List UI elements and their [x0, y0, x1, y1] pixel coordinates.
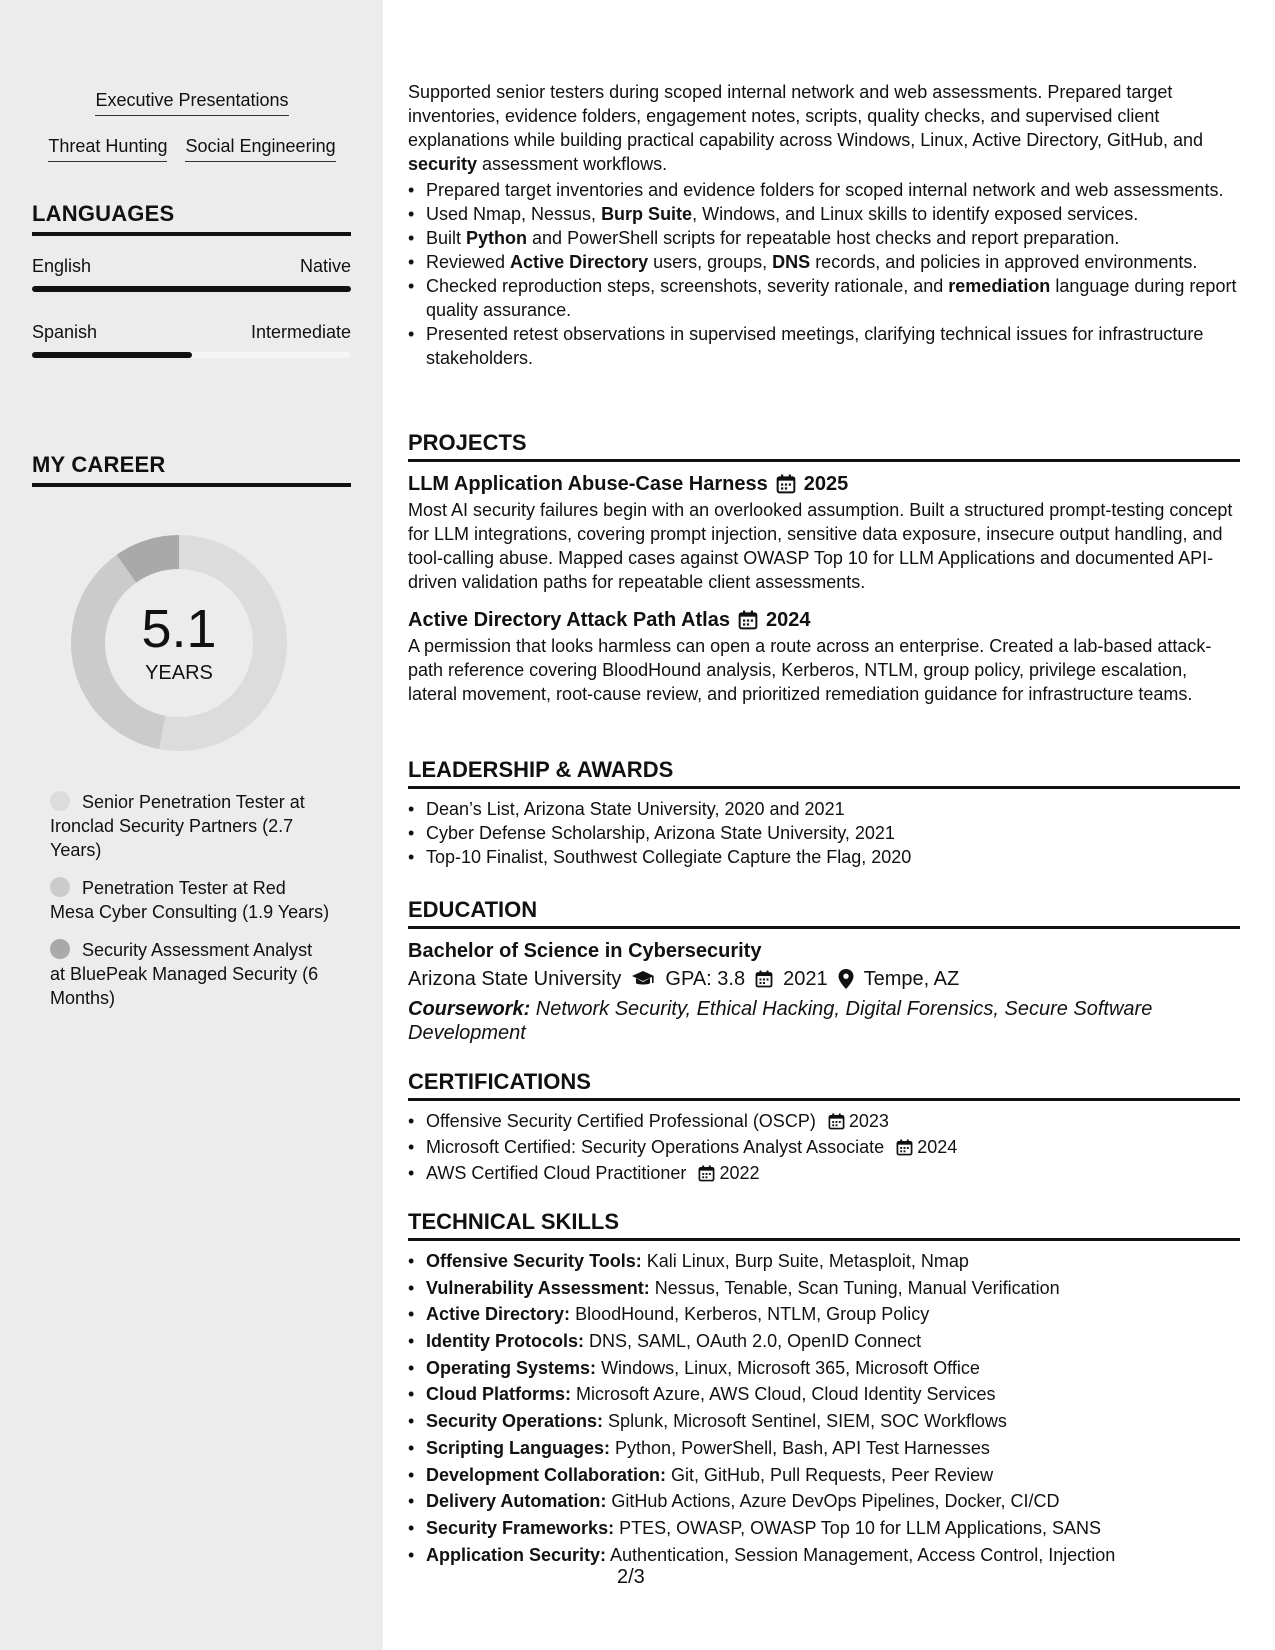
school-location: Tempe, AZ — [863, 968, 960, 990]
skill-values: Splunk, Microsoft Sentinel, SIEM, SOC Workflows — [603, 1411, 1007, 1432]
experience-bullet — [408, 250, 1240, 274]
skill-category: Active Directory: — [426, 1304, 571, 1325]
skill-values: Microsoft Azure, AWS Cloud, Cloud Identity Services — [571, 1384, 996, 1405]
skill-values: Python, PowerShell, Bash, API Test Harnesses — [610, 1437, 990, 1458]
skill-category: Scripting Languages: — [426, 1437, 611, 1458]
bullet-text: Presented retest observations in supervised meetings, clarifying technical issues for infrastructure stakeholders. — [426, 324, 1204, 368]
gpa: GPA: 3.8 — [665, 968, 746, 990]
certification-year: 2023 — [848, 1111, 889, 1131]
award-item: • Top-10 Finalist, Southwest Collegiate Capture the Flag, 2020 — [408, 845, 1240, 869]
bullet-text: Reviewed — [426, 252, 511, 272]
school-name: Arizona State University — [408, 968, 622, 990]
skill-category: Security Frameworks: — [426, 1517, 615, 1538]
bullet-text: , Windows, and Linux skills to identify exposed services. — [692, 204, 1139, 224]
skill-tags — [32, 88, 352, 180]
language-bar-fill — [32, 352, 192, 358]
calendar-icon — [896, 1139, 913, 1156]
career-role: Security Assessment Analyst at BluePeak Managed Security (6 Months) — [50, 940, 319, 1008]
project-title-row — [408, 606, 1240, 634]
certifications-list — [408, 1109, 1240, 1185]
career-role: Senior Penetration Tester at Ironclad Security Partners (2.7 Years) — [50, 792, 305, 860]
legend-dot — [50, 939, 70, 959]
career-total-value: 5.1 — [141, 599, 217, 659]
skill-item — [408, 1463, 1240, 1487]
skill-tag: Executive Presentations — [95, 88, 288, 116]
bullet-keyword: remediation — [948, 276, 1051, 296]
certification-name: Microsoft Certified: Security Operations Analyst Associate — [426, 1137, 885, 1157]
bullet-keyword: Active Directory — [510, 252, 649, 272]
project-item — [408, 606, 1240, 706]
skill-item — [408, 1302, 1240, 1326]
experience-summary — [408, 80, 1240, 176]
calendar-icon — [828, 1113, 845, 1130]
skills-heading: TECHNICAL SKILLS — [408, 1209, 1240, 1241]
awards-heading: LEADERSHIP & AWARDS — [408, 757, 1240, 789]
skill-category: Development Collaboration: — [426, 1464, 667, 1485]
award-item: • Dean’s List, Arizona State University, 2020 and 2021 — [408, 797, 1240, 821]
certification-name: AWS Certified Cloud Practitioner — [426, 1163, 687, 1183]
skill-category: Security Operations: — [426, 1411, 604, 1432]
project-title-row — [408, 470, 1240, 498]
skill-category: Delivery Automation: — [426, 1491, 607, 1512]
career-donut-center — [64, 528, 294, 758]
experience-bullet — [408, 322, 1240, 370]
summary-text: Supported senior testers during scoped internal network and web assessments. Prepared target inventories, evidence folders, engagement notes, scripts, quality checks, and supervised client explanations while building practical capability across Windows, Linux, Active Directory, GitHub, and — [408, 82, 1204, 150]
summary-text: assessment workflows. — [477, 154, 668, 174]
language-bar — [32, 286, 351, 292]
awards-list — [408, 797, 1240, 869]
calendar-icon — [698, 1165, 715, 1182]
skill-category: Application Security: — [426, 1544, 607, 1565]
language-bar-fill — [32, 286, 351, 292]
page-number: 2/3 — [617, 1566, 645, 1588]
calendar-icon — [776, 474, 796, 494]
education-details — [408, 965, 1240, 993]
language-name: English — [32, 256, 92, 276]
degree-title: Bachelor of Science in Cybersecurity — [408, 940, 762, 962]
experience-bullets — [408, 178, 1240, 370]
experience-section — [408, 80, 1240, 370]
legend-dot — [50, 791, 70, 811]
career-legend — [50, 790, 330, 1024]
award-item: • Cyber Defense Scholarship, Arizona State University, 2021 — [408, 821, 1240, 845]
skill-item — [408, 1356, 1240, 1380]
skill-category: Offensive Security Tools: — [426, 1251, 642, 1271]
bullet-keyword: Burp Suite — [601, 204, 693, 224]
education-heading: EDUCATION — [408, 897, 1240, 929]
certification-item — [408, 1161, 1240, 1185]
project-year: 2024 — [765, 609, 811, 631]
skill-item — [408, 1543, 1240, 1567]
project-item — [408, 470, 1240, 594]
projects-section — [408, 430, 1240, 718]
career-total-unit: YEARS — [145, 662, 213, 684]
projects-list — [408, 470, 1240, 706]
skill-item — [408, 1489, 1240, 1513]
bullet-text: Prepared target inventories and evidence folders for scoped internal network and web assessments. — [426, 180, 1224, 200]
skill-category: Cloud Platforms: — [426, 1384, 572, 1405]
summary-bold: security — [408, 154, 478, 174]
bullet-text: and PowerShell scripts for repeatable host checks and report preparation. — [527, 228, 1120, 248]
graduation-year: 2021 — [783, 968, 828, 990]
skills-list — [408, 1249, 1240, 1567]
certification-year: 2024 — [917, 1137, 958, 1157]
graduation-cap-icon — [631, 969, 655, 989]
bullet-keyword: DNS — [772, 252, 811, 272]
skill-item — [408, 1409, 1240, 1433]
sidebar — [0, 0, 383, 1650]
skill-values: Kali Linux, Burp Suite, Metasploit, Nmap — [641, 1251, 969, 1271]
skill-item — [408, 1276, 1240, 1300]
skills-section — [408, 1209, 1240, 1569]
location-pin-icon — [838, 969, 854, 989]
bullet-text: records, and policies in approved environments. — [810, 252, 1198, 272]
language-bar — [32, 352, 351, 358]
skill-tag: Threat Hunting — [48, 134, 167, 162]
skill-item — [408, 1516, 1240, 1540]
experience-bullet — [408, 202, 1240, 226]
languages-heading: LANGUAGES — [32, 201, 351, 236]
awards-section — [408, 757, 1240, 869]
coursework — [408, 997, 1240, 1045]
career-legend-item — [50, 938, 330, 1010]
bullet-text: Used Nmap, Nessus, — [426, 204, 602, 224]
skill-values: GitHub Actions, Azure DevOps Pipelines, Docker, CI/CD — [606, 1491, 1060, 1512]
certification-item — [408, 1135, 1240, 1159]
projects-heading: PROJECTS — [408, 430, 1240, 462]
bullet-text: Built — [426, 228, 467, 248]
certifications-section — [408, 1069, 1240, 1187]
experience-bullet — [408, 226, 1240, 250]
career-legend-item — [50, 876, 330, 924]
calendar-icon — [755, 970, 773, 988]
experience-bullet — [408, 178, 1240, 202]
project-year: 2025 — [803, 473, 849, 495]
calendar-icon — [738, 610, 758, 630]
language-level: Native — [299, 256, 351, 276]
skill-values: PTES, OWASP, OWASP Top 10 for LLM Applications, SANS — [614, 1517, 1101, 1538]
language-name: Spanish — [32, 322, 98, 342]
skill-values: Windows, Linux, Microsoft 365, Microsoft Office — [596, 1357, 980, 1378]
career-role: Penetration Tester at Red Mesa Cyber Consulting (1.9 Years) — [50, 878, 330, 922]
skill-category: Identity Protocols: — [426, 1331, 585, 1352]
certification-year: 2022 — [719, 1163, 760, 1183]
career-heading: MY CAREER — [32, 452, 351, 487]
skill-tag: Social Engineering — [185, 134, 335, 162]
language-item — [32, 320, 351, 358]
experience-bullet — [408, 274, 1240, 322]
skill-values: BloodHound, Kerberos, NTLM, Group Policy — [570, 1304, 930, 1325]
project-description: Most AI security failures begin with an overlooked assumption. Built a structured prompt-testing concept for LLM integrations, covering prompt injection, sensitive data exposure, insecure output handling, and tool-calling abuse. Mapped cases against OWASP Top 10 for LLM Applications and documented API-driven validation paths for repeatable client assessments. — [408, 500, 1233, 592]
project-title: Active Directory Attack Path Atlas — [408, 609, 730, 631]
bullet-text: Checked reproduction steps, screenshots, severity rationale, and — [426, 276, 949, 296]
certifications-heading: CERTIFICATIONS — [408, 1069, 1240, 1101]
language-level: Intermediate — [250, 322, 351, 342]
language-item — [32, 254, 351, 292]
skill-values: DNS, SAML, OAuth 2.0, OpenID Connect — [584, 1331, 922, 1352]
education-section — [408, 897, 1240, 1045]
project-description: A permission that looks harmless can open a route across an enterprise. Created a lab-based attack-path reference covering BloodHound analysis, Kerberos, NTLM, group policy, privilege escalation, lateral movement, root-cause review, and prioritized remediation guidance for infrastructure teams. — [408, 636, 1212, 704]
skill-item — [408, 1249, 1240, 1273]
coursework-list: Network Security, Ethical Hacking, Digital Forensics, Secure Software Development — [408, 998, 1153, 1044]
project-title: LLM Application Abuse-Case Harness — [408, 473, 768, 495]
tag-row — [32, 134, 352, 162]
career-legend-item — [50, 790, 330, 862]
certification-name: Offensive Security Certified Professional (OSCP) — [426, 1111, 816, 1131]
skill-values: Nessus, Tenable, Scan Tuning, Manual Verification — [649, 1277, 1060, 1298]
skill-category: Operating Systems: — [426, 1357, 597, 1378]
bullet-text: language during report quality assurance. — [426, 276, 1237, 320]
coursework-label: Coursework: — [408, 998, 531, 1020]
skill-values: Authentication, Session Management, Access Control, Injection — [606, 1544, 1116, 1565]
legend-dot — [50, 877, 70, 897]
skill-item — [408, 1382, 1240, 1406]
skill-category: Vulnerability Assessment: — [426, 1277, 650, 1298]
skill-values: Git, GitHub, Pull Requests, Peer Review — [666, 1464, 994, 1485]
skill-item — [408, 1329, 1240, 1353]
tag-row — [32, 88, 352, 116]
bullet-text: users, groups, — [648, 252, 773, 272]
skill-item — [408, 1436, 1240, 1460]
certification-item — [408, 1109, 1240, 1133]
bullet-keyword: Python — [466, 228, 528, 248]
